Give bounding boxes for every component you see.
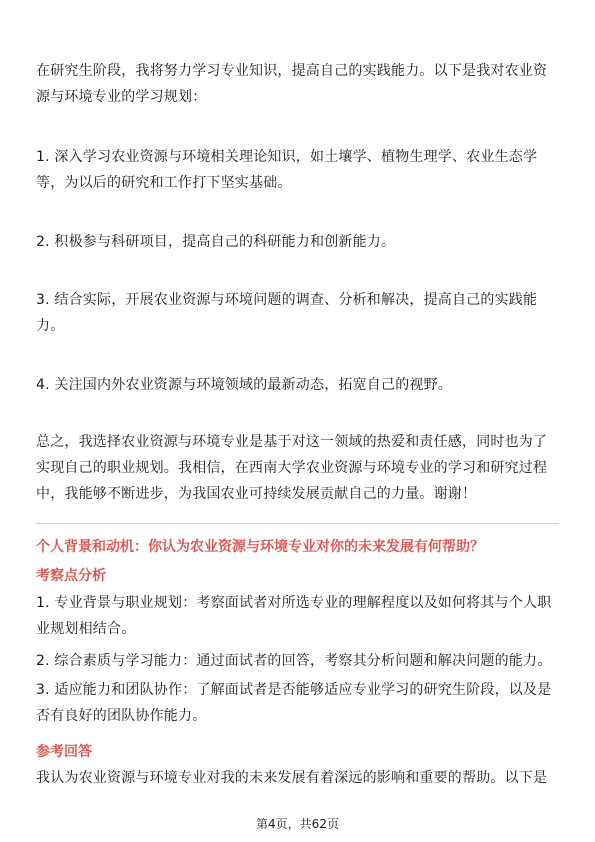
analysis-point-1 [36, 590, 562, 642]
page-number-label: 第4页，共62页 [256, 817, 339, 831]
answer-line-1: 我认为农业资源与环境专业对我的未来发展有着深远的影响和重要的帮助。以下是 [36, 770, 548, 786]
plan-item-1-line-2: 等，为以后的研究和工作打下坚实基础。 [36, 175, 292, 191]
intro-line-1: 在研究生阶段，我将努力学习专业知识，提高自己的实践能力。以下是我对农业资 [36, 63, 548, 79]
answer-paragraph [36, 765, 562, 791]
plan-item-4-line-1: 4. 关注国内外农业资源与环境领域的最新动态，拓宽自己的视野。 [36, 377, 453, 393]
intro-paragraph [36, 58, 562, 110]
analysis-point-1-line-1: 1. 专业背景与职业规划：考察面试者对所选专业的理解程度以及如何将其与个人职 [36, 595, 552, 611]
analysis-point-2-line-1: 2. 综合素质与学习能力：通过面试者的回答，考察其分析问题和解决问题的能力。 [36, 653, 552, 669]
analysis-point-3-line-2: 否有良好的团队协作能力。 [36, 708, 207, 724]
page-footer [0, 816, 595, 832]
analysis-point-1-line-2: 业规划相结合。 [36, 621, 136, 637]
plan-item-1 [36, 144, 562, 196]
section-divider [36, 523, 559, 524]
analysis-heading: 考察点分析 [36, 568, 106, 584]
question-title: 个人背景和动机：你认为农业资源与环境专业对你的未来发展有何帮助？ [36, 539, 484, 555]
answer-heading: 参考回答 [36, 744, 92, 760]
analysis-point-3-line-1: 3. 适应能力和团队协作：了解面试者是否能够适应专业学习的研究生阶段，以及是 [36, 682, 552, 698]
plan-item-3-line-1: 3. 结合实际，开展农业资源与环境问题的调查、分析和解决，提高自己的实践能 [36, 292, 538, 308]
conclusion-line-3: 中，我能够不断进步，为我国农业可持续发展贡献自己的力量。谢谢！ [36, 486, 477, 502]
plan-item-3-line-2: 力。 [36, 318, 65, 334]
plan-item-4 [36, 372, 562, 398]
plan-item-2 [36, 229, 562, 255]
plan-item-2-line-1: 2. 积极参与科研项目，提高自己的科研能力和创新能力。 [36, 234, 396, 250]
analysis-point-2 [36, 648, 562, 674]
intro-line-2: 源与环境专业的学习规划： [36, 89, 207, 105]
plan-item-3 [36, 287, 562, 339]
conclusion-line-1: 总之，我选择农业资源与环境专业是基于对这一领域的热爱和责任感，同时也为了 [36, 434, 548, 450]
plan-item-1-line-1: 1. 深入学习农业资源与环境相关理论知识，如土壤学、植物生理学、农业生态学 [36, 149, 538, 165]
conclusion-line-2: 实现自己的职业规划。我相信，在西南大学农业资源与环境专业的学习和研究过程 [36, 460, 548, 476]
conclusion-paragraph [36, 429, 562, 507]
analysis-point-3 [36, 677, 562, 729]
